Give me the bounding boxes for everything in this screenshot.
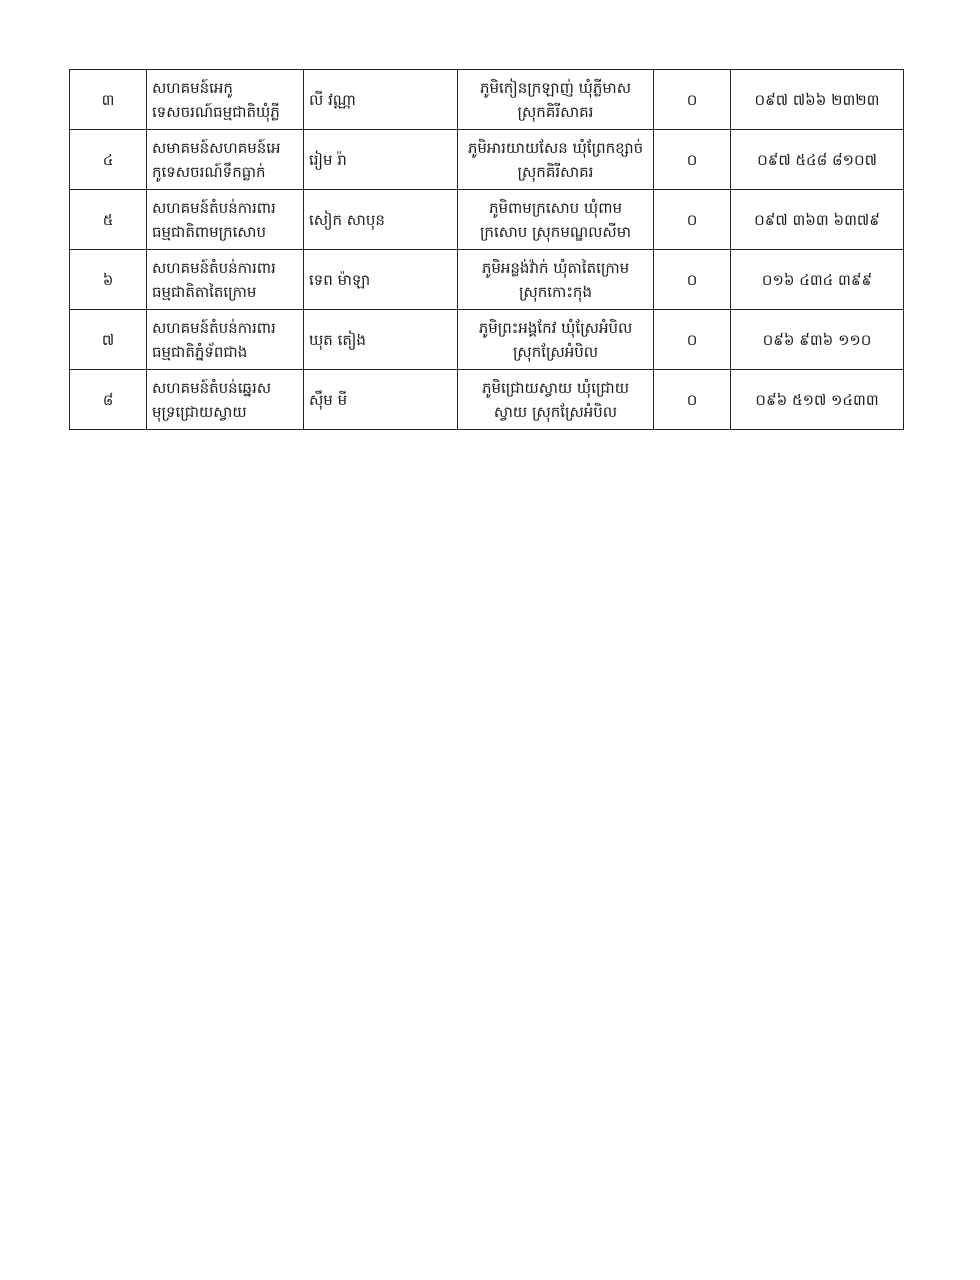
community-name-line: សហគមន៍តំបន់ការពារ (152, 198, 276, 217)
count-cell: ០ (654, 310, 731, 370)
address-cell (458, 70, 654, 130)
count-cell: ០ (654, 130, 731, 190)
community-name-cell (147, 370, 304, 430)
phone-cell: ០៩៦ ៩៣៦ ១១០ (731, 310, 904, 370)
phone-cell: ០៩៦ ៥១៧ ១៤៣៣ (731, 370, 904, 430)
community-name-line: ធម្មជាតិតាតៃក្រោម (152, 282, 257, 301)
community-name-line: ធម្មជាតិពាមក្រសោប (152, 222, 266, 241)
community-name-cell (147, 190, 304, 250)
community-name-cell (147, 70, 304, 130)
address-line: ភូមិអន្លង់វ៉ាក់ ឃុំតាតៃក្រោម (481, 258, 630, 277)
phone-cell: ០៩៧ ៣៦៣ ៦៣៧៩ (731, 190, 904, 250)
community-name-line: សហគមន៍តំបន់ការពារ (152, 318, 276, 337)
community-name-line: សហគមន៍អេកូ (152, 78, 233, 97)
contact-person-cell: សៀក សាបុន (304, 190, 458, 250)
community-name-cell (147, 130, 304, 190)
community-name-line: សហគមន៍តំបន់ឆ្នេរស (152, 378, 272, 397)
address-cell (458, 130, 654, 190)
community-name-line: កូទេសចរណ៍ទឹកធ្លាក់ (152, 162, 266, 181)
row-number-cell: ៦ (70, 250, 147, 310)
community-name-line: ធម្មជាតិភ្នំទ័ពជាង (152, 342, 248, 361)
address-line: ស្រុកគិរីសាគរ (517, 102, 594, 121)
table-row (70, 310, 904, 370)
contact-person-cell: ស៊ឹម មី (304, 370, 458, 430)
row-number-cell: ៨ (70, 370, 147, 430)
address-cell (458, 370, 654, 430)
count-cell: ០ (654, 250, 731, 310)
row-number-cell: ៧ (70, 310, 147, 370)
address-cell (458, 190, 654, 250)
address-line: ស្រុកស្រែអំបិល (512, 342, 599, 361)
count-cell: ០ (654, 370, 731, 430)
address-cell (458, 250, 654, 310)
community-name-line: សមាគមន៍សហគមន៍អេ (152, 138, 281, 157)
table-row (70, 70, 904, 130)
count-cell: ០ (654, 190, 731, 250)
table-row (70, 130, 904, 190)
phone-cell: ០១៦ ៤៣៤ ៣៩៩ (731, 250, 904, 310)
address-line: ស្រុកគិរីសាគរ (517, 162, 594, 181)
table-row (70, 190, 904, 250)
address-line: ភូមិពាមក្រសោប ឃុំពាម (488, 198, 622, 217)
phone-cell: ០៩៧ ៥៤៨ ៨១០៧ (731, 130, 904, 190)
community-name-line: មុទ្រជ្រោយស្វាយ (152, 402, 247, 421)
table-body (70, 70, 904, 430)
table-row (70, 370, 904, 430)
address-line: ភូមិកៀនក្រឡាញ់ ឃុំភ្លីមាស (479, 78, 632, 97)
address-line: ភូមិព្រះអង្គកែវ ឃុំស្រែអំបិល (478, 318, 633, 337)
phone-cell: ០៩៧ ៧៦៦ ២៣២៣ (731, 70, 904, 130)
address-line: ស្វាយ ស្រុកស្រែអំបិល (493, 402, 618, 421)
row-number-cell: ៤ (70, 130, 147, 190)
community-name-line: សហគមន៍តំបន់ការពារ (152, 258, 276, 277)
contact-person-cell: រៀម រ៉ា (304, 130, 458, 190)
table-row (70, 250, 904, 310)
community-name-cell (147, 310, 304, 370)
address-cell (458, 310, 654, 370)
address-line: ក្រសោប ស្រុកមណ្ឌលសីមា (479, 222, 632, 241)
community-registry-table (69, 69, 904, 430)
count-cell: ០ (654, 70, 731, 130)
community-name-line: ទេសចរណ៍ធម្មជាតិឃុំភ្លី (152, 102, 280, 121)
address-line: ភូមិអារយាយសែន ឃុំព្រែកខ្សាច់ (467, 138, 644, 157)
contact-person-cell: ឃុត តៀង (304, 310, 458, 370)
contact-person-cell: ទេព ម៉ាឡា (304, 250, 458, 310)
community-name-cell (147, 250, 304, 310)
contact-person-cell: លី វណ្ណា (304, 70, 458, 130)
row-number-cell: ៥ (70, 190, 147, 250)
address-line: ភូមិជ្រោយស្វាយ ឃុំជ្រោយ (481, 378, 629, 397)
row-number-cell: ៣ (70, 70, 147, 130)
address-line: ស្រុកកោះកុង (519, 282, 592, 301)
